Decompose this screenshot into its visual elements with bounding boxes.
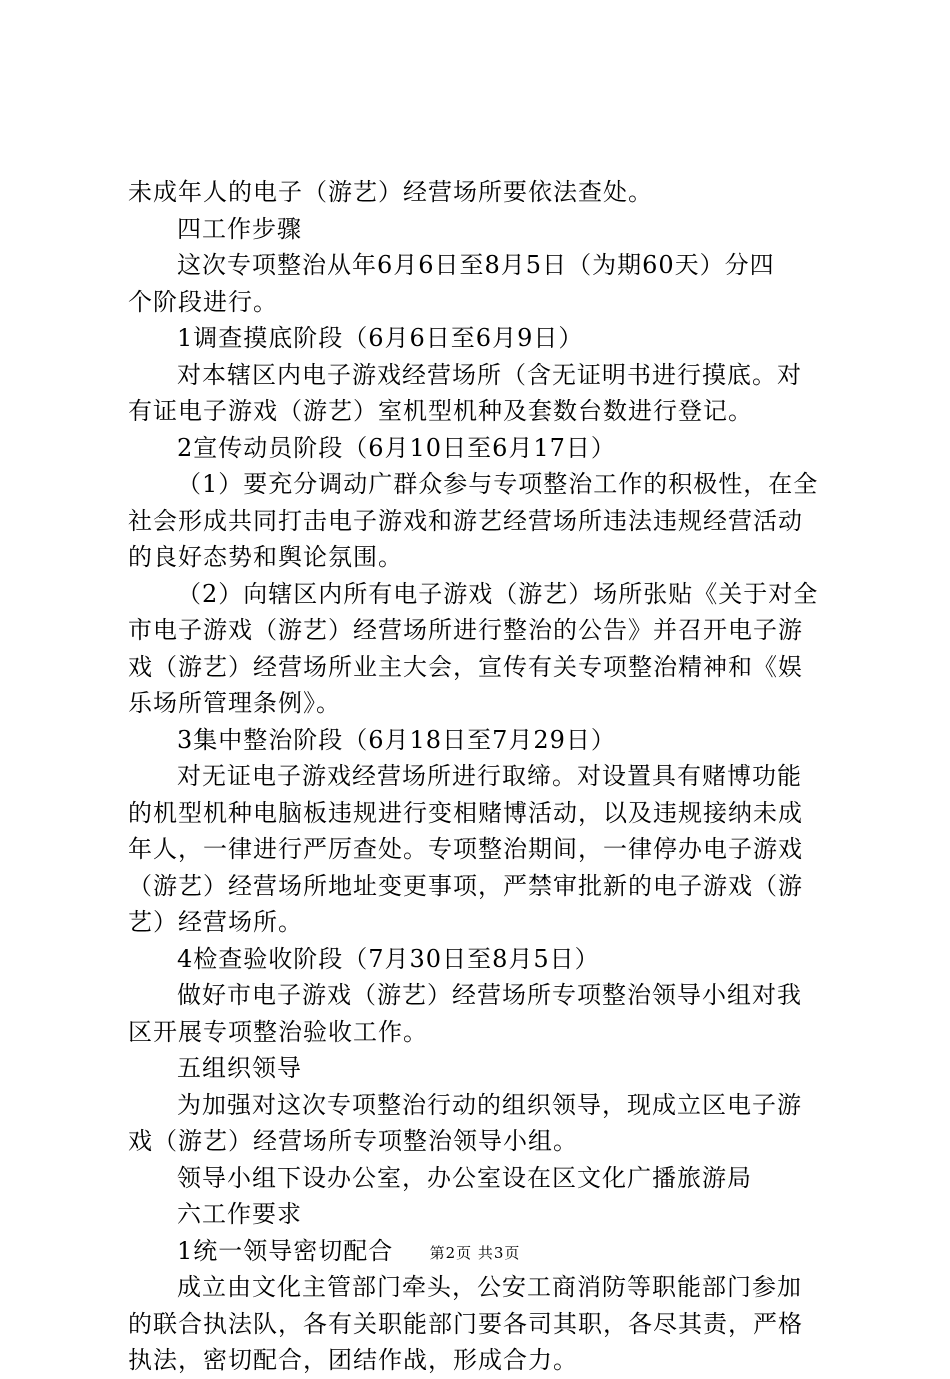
text-line: 领导小组下设办公室，办公室设在区文化广播旅游局	[177, 1163, 752, 1192]
text-line: 为加强对这次专项整治行动的组织领导，现成立区电子游	[177, 1090, 802, 1119]
text-line: 这次专项整治从年6月6日至8月5日（为期60天）分四	[177, 251, 775, 279]
text-line: 戏（游艺）经营场所业主大会，宣传有关专项整治精神和《娱	[128, 652, 803, 681]
text-line: 六工作要求	[177, 1200, 302, 1228]
text-line: 五组织领导	[177, 1054, 302, 1082]
text-line: 市电子游戏（游艺）经营场所进行整治的公告》并召开电子游	[128, 616, 803, 644]
page-footer: 第2页 共3页	[429, 1244, 521, 1262]
text-line: 对无证电子游戏经营场所进行取缔。对设置具有赌博功能	[177, 762, 802, 790]
text-line: 四工作步骤	[177, 214, 302, 243]
text-line: 未成年人的电子（游艺）经营场所要依法查处。	[128, 178, 653, 206]
text-line: 3集中整治阶段（6月18日至7月29日）	[177, 725, 616, 754]
text-line: 2宣传动员阶段（6月10日至6月17日）	[177, 433, 616, 462]
text-line: 执法，密切配合，团结作战，形成合力。	[128, 1346, 578, 1374]
text-line: （2）向辖区内所有电子游戏（游艺）场所张贴《关于对全	[177, 579, 819, 608]
text-line: 年人，一律进行严厉查处。专项整治期间，一律停办电子游戏	[128, 835, 803, 863]
text-line: 戏（游艺）经营场所专项整治领导小组。	[128, 1127, 578, 1155]
text-line: 的机型机种电脑板违规进行变相赌博活动，以及违规接纳未成	[128, 798, 803, 827]
text-line: （游艺）经营场所地址变更事项，严禁审批新的电子游戏（游	[128, 871, 803, 900]
text-line: 做好市电子游戏（游艺）经营场所专项整治领导小组对我	[177, 981, 802, 1009]
text-line: 4检查验收阶段（7月30日至8月5日）	[177, 944, 600, 973]
text-line: 艺）经营场所。	[128, 908, 303, 936]
text-line: 的良好态势和舆论氛围。	[128, 543, 403, 571]
text-line: 社会形成共同打击电子游戏和游艺经营场所违法违规经营活动	[128, 506, 803, 535]
text-line: 的联合执法队，各有关职能部门要各司其职，各尽其责，严格	[128, 1309, 803, 1338]
text-line: 1调查摸底阶段（6月6日至6月9日）	[177, 324, 584, 352]
text-line: 对本辖区内电子游戏经营场所（含无证明书进行摸底。对	[177, 360, 802, 389]
text-line: 乐场所管理条例》。	[128, 689, 341, 717]
text-line: 个阶段进行。	[128, 287, 278, 316]
text-line: 成立由文化主管部门牵头，公安工商消防等职能部门参加	[177, 1273, 802, 1301]
body-text	[128, 174, 838, 1379]
text-line: 1统一领导密切配合	[177, 1236, 394, 1265]
text-line: 区开展专项整治验收工作。	[128, 1017, 428, 1046]
text-line: （1）要充分调动广群众参与专项整治工作的积极性，在全	[177, 470, 819, 498]
text-line: 有证电子游戏（游艺）室机型机种及套数台数进行登记。	[128, 397, 753, 425]
